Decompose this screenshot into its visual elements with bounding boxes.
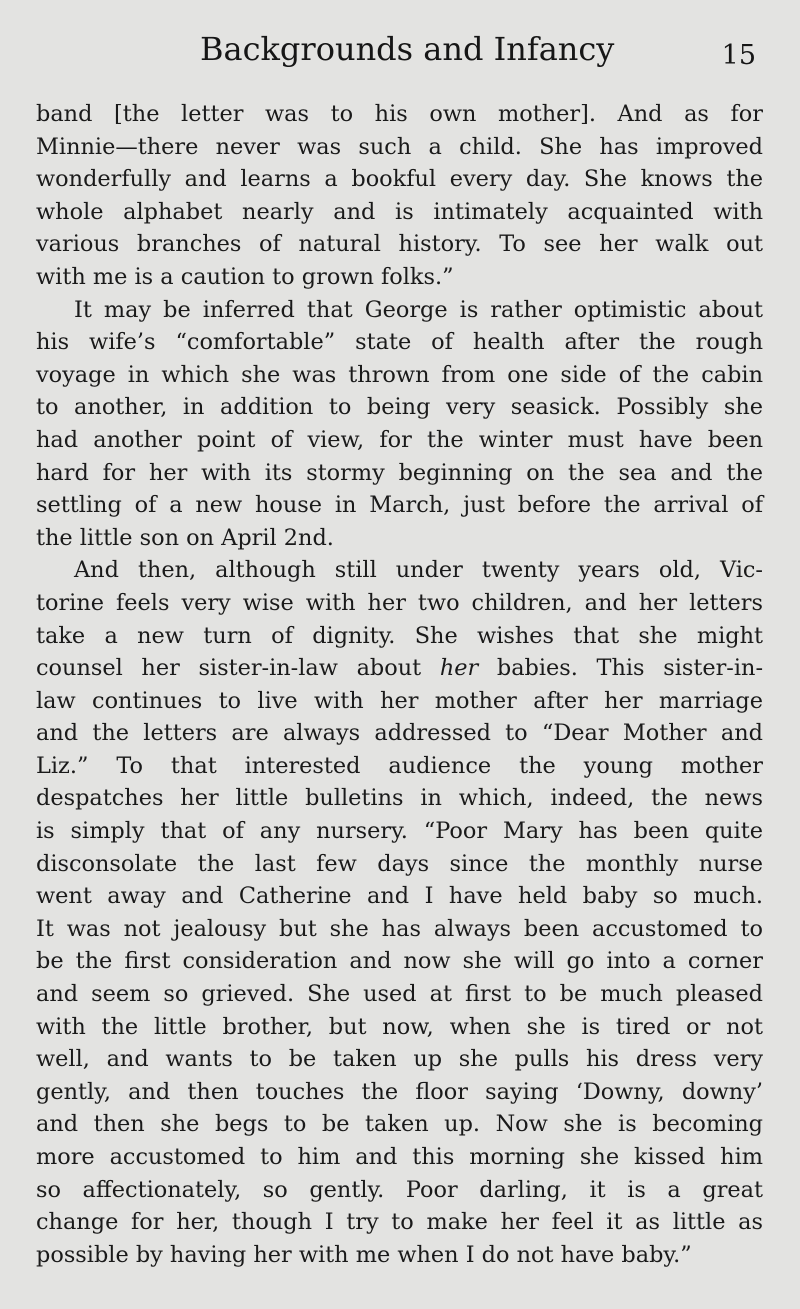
- text-line: law continues to live with her mother after her marriage: [36, 687, 763, 714]
- text-line: It may be inferred that George is rather optimistic about: [74, 296, 763, 323]
- text-line: and the letters are always addressed to “Dear Mother and: [36, 720, 763, 747]
- text-line: gently, and then touches the floor saying ‘Downy, downy’: [36, 1078, 763, 1105]
- text-line: whole alphabet nearly and is intimately acquainted with: [36, 198, 763, 225]
- text-line: possible by having her with me when I do not have baby.”: [36, 1241, 692, 1268]
- text-line: and seem so grieved. She used at first to be much pleased: [36, 981, 763, 1008]
- text-segment: babies. This sister-in-: [478, 655, 764, 682]
- text-line: voyage in which she was thrown from one side of the cabin: [36, 361, 763, 388]
- text-segment: counsel her sister-in-law about: [36, 655, 440, 682]
- text-line: band [the letter was to his own mother]. And as for: [36, 101, 763, 127]
- text-line: his wife’s “comfortable” state of health after the rough: [36, 329, 763, 356]
- text-line: wonderfully and learns a bookful every day. She knows the: [36, 166, 763, 193]
- text-line: [36, 652, 763, 685]
- text-line: well, and wants to be taken up she pulls his dress very: [36, 1046, 763, 1073]
- text-line: went away and Catherine and I have held baby so much.: [36, 883, 763, 910]
- body-text: [36, 98, 763, 1271]
- page-header: [0, 30, 800, 80]
- text-line: settling of a new house in March, just before the arrival of: [36, 492, 763, 519]
- text-line: various branches of natural history. To see her walk out: [36, 231, 763, 258]
- text-line: change for her, though I try to make her feel it as little as: [36, 1209, 763, 1236]
- running-title: Backgrounds and Infancy: [200, 30, 615, 68]
- text-line: And then, although still under twenty years old, Vic-: [74, 557, 763, 584]
- text-line: be the first consideration and now she will go into a corner: [36, 948, 763, 975]
- text-line: had another point of view, for the winter must have been: [36, 426, 763, 453]
- text-line: is simply that of any nursery. “Poor Mary has been quite: [36, 818, 763, 845]
- text-line: and then she begs to be taken up. Now she is becoming: [36, 1111, 763, 1138]
- text-line: It was not jealousy but she has always been accustomed to: [36, 915, 763, 942]
- text-line: with the little brother, but now, when she is tired or not: [36, 1013, 763, 1040]
- text-line: hard for her with its stormy beginning on the sea and the: [36, 459, 763, 486]
- text-line: Minnie—there never was such a child. She has improved: [36, 133, 763, 160]
- text-line: take a new turn of dignity. She wishes that she might: [36, 622, 763, 649]
- text-line: with me is a caution to grown folks.”: [36, 263, 454, 290]
- emphasized-word: her: [439, 655, 479, 682]
- text-line: more accustomed to him and this morning she kissed him: [36, 1144, 763, 1170]
- text-line: disconsolate the last few days since the monthly nurse: [36, 850, 763, 877]
- text-line: torine feels very wise with her two children, and her letters: [36, 589, 763, 616]
- text-line: so affectionately, so gently. Poor darling, it is a great: [36, 1176, 763, 1203]
- text-line: the little son on April 2nd.: [36, 524, 334, 551]
- page-number: 15: [721, 40, 756, 71]
- text-line: Liz.” To that interested audience the young mother: [36, 752, 763, 779]
- text-line: to another, in addition to being very seasick. Possibly she: [36, 394, 763, 421]
- text-line: despatches her little bulletins in which, indeed, the news: [36, 785, 763, 812]
